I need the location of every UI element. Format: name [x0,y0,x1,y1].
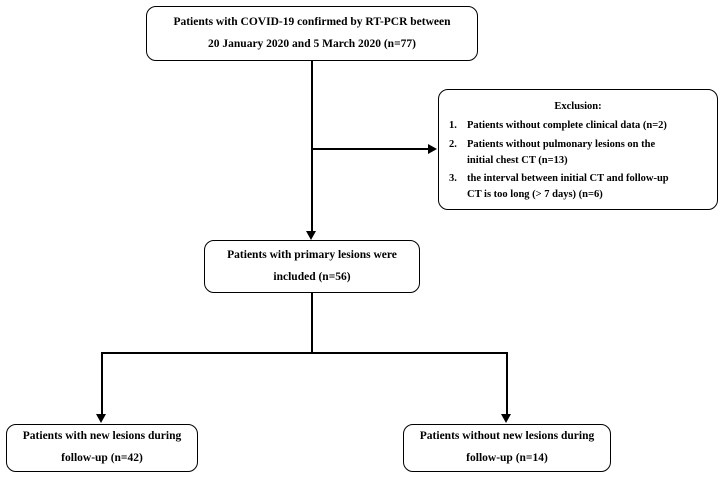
arrowhead-to-exclusion [428,144,437,154]
exclusion-item-2-text-line2: initial chest CT (n=13) [467,154,568,166]
node-no-new-lesions-line2: follow-up (n=14) [466,452,548,464]
connector-top-to-primary [311,61,313,232]
connector-to-exclusion [311,148,429,150]
exclusion-item-1 [449,118,707,134]
arrowhead-left-branch [96,414,106,423]
node-new-lesions [6,424,198,472]
connector-split-horizontal [101,352,507,354]
node-no-new-lesions [403,424,611,472]
node-no-new-lesions-line1: Patients without new lesions during [419,430,595,443]
connector-right-branch [506,352,508,415]
node-primary-lesions-line1: Patients with primary lesions were [227,248,397,261]
arrowhead-right-branch [501,414,511,423]
node-primary-lesions [204,240,420,293]
exclusion-item-1-text: Patients without complete clinical data (n=2) [467,120,667,132]
node-new-lesions-line1: Patients with new lesions during [22,430,182,443]
exclusion-item-3-text [467,171,707,204]
node-covid-confirmed-line1: Patients with COVID-19 confirmed by RT-PCR between [173,15,451,28]
exclusion-item-2-text [467,137,707,170]
exclusion-item-2-text-line1: Patients without pulmonary lesions on the [467,138,656,150]
exclusion-item-3 [449,171,707,204]
exclusion-item-1-number: 1. [449,120,457,132]
exclusion-item-3-text-line2: CT is too long (> 7 days) (n=6) [467,189,603,201]
node-exclusion [438,89,718,210]
exclusion-item-3-text-line1: the interval between initial CT and follow-up [467,173,669,185]
node-new-lesions-line2: follow-up (n=42) [61,452,143,464]
arrowhead-top-to-primary [306,231,316,240]
exclusion-item-2 [449,137,707,170]
exclusion-heading: Exclusion: [554,101,602,112]
node-covid-confirmed [146,6,478,61]
connector-primary-down [311,293,313,353]
node-covid-confirmed-line2: 20 January 2020 and 5 March 2020 (n=77) [208,37,416,50]
exclusion-item-2-number: 2. [449,138,457,150]
node-primary-lesions-line2: included (n=56) [273,270,351,283]
connector-left-branch [101,352,103,415]
exclusion-item-3-number: 3. [449,173,457,185]
